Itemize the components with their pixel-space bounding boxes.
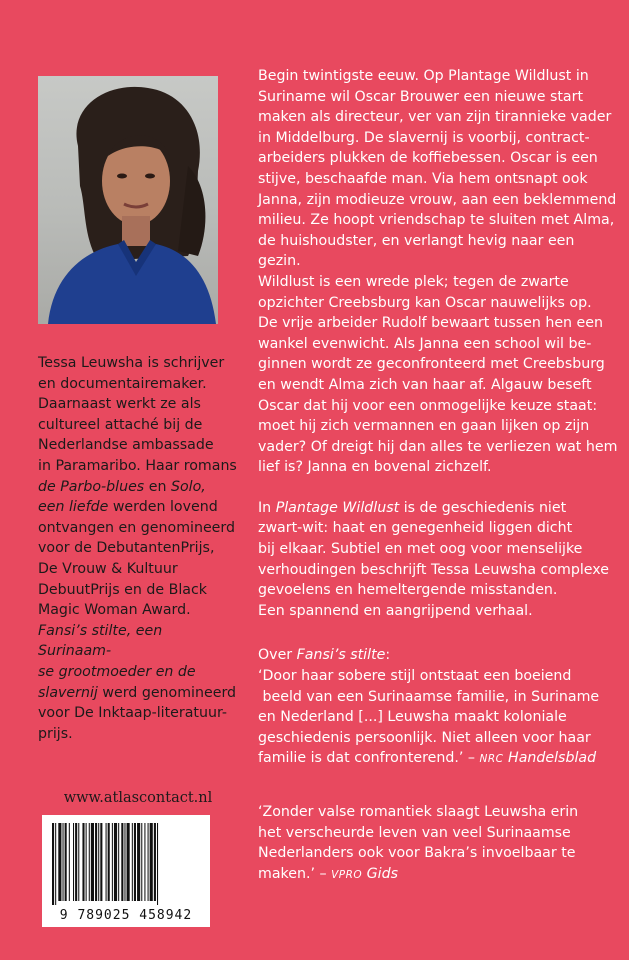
barcode-bar xyxy=(69,823,70,901)
barcode-bar xyxy=(144,823,145,901)
book-title-fansi-cont: se grootmoeder en de xyxy=(38,663,196,680)
bio-line: Tessa Leuwsha is schrijver xyxy=(38,355,225,371)
bio-line: DebuutPrijs en de Black xyxy=(38,581,207,598)
bio-line: voor de DebutantenPrijs, xyxy=(38,540,215,557)
barcode-bar xyxy=(118,823,119,901)
review-source: VPRO Gids xyxy=(331,865,398,882)
barcode-bar xyxy=(89,823,90,901)
barcode-bars xyxy=(42,815,210,907)
barcode-bar xyxy=(91,823,94,901)
barcode-bar xyxy=(141,823,142,901)
barcode-bar xyxy=(148,823,149,901)
bio-line xyxy=(38,662,238,683)
bio-line: en documentairemaker. xyxy=(38,375,207,392)
bio-line: ontvangen en genomineerd xyxy=(38,519,235,536)
bio-line xyxy=(38,621,238,662)
bio-line: Magic Woman Award. xyxy=(38,602,191,619)
author-photo xyxy=(38,76,218,324)
review-quote-1: Over Fansi’s stilte: ‘Door haar sobere stijl ontstaat een boeiend beeld van een Surinaamse familie, in Suriname en Nederland [...] Leuwsha maakt koloniale geschiedenis persoonlijk. Niet alleen voor haar familie is dat confronterend.’ – NRC Handelsblad xyxy=(258,647,600,767)
author-bio xyxy=(38,353,238,744)
bio-line: in Paramaribo. Haar romans xyxy=(38,457,237,474)
barcode-bar xyxy=(121,823,123,901)
book-title-solo: Solo, xyxy=(170,478,206,495)
theme-paragraph: In Plantage Wildlust is de geschiedenis niet zwart-wit: haat en genegenheid liggen dicht bij elkaar. Subtiel en met oog voor menselijke verhoudingen beschrijft Tessa Leuwsha complexe gevoelens en hemeltergende misstanden. Een spannend en aangrijpend verhaal. xyxy=(258,499,609,619)
barcode-bar xyxy=(82,823,84,901)
barcode-bar xyxy=(58,823,61,901)
barcode-bar xyxy=(106,823,107,901)
book-title-fansi-end: slavernij xyxy=(38,684,98,701)
book-title: Plantage Wildlust xyxy=(275,499,400,516)
blurb xyxy=(258,66,618,885)
barcode-bar xyxy=(150,823,153,901)
barcode-bar xyxy=(100,823,102,901)
isbn-barcode xyxy=(42,815,210,927)
barcode-bar xyxy=(73,823,74,901)
barcode-bar xyxy=(114,823,117,901)
publisher-website: www.atlascontact.nl xyxy=(63,790,213,806)
bio-line: Daarnaast werkt ze als xyxy=(38,396,201,413)
review-source: NRC Handelsblad xyxy=(479,750,597,767)
barcode-bar xyxy=(108,823,110,901)
barcode-bar xyxy=(52,823,54,905)
book-title-parbo-blues: de Parbo-blues xyxy=(38,478,145,495)
barcode-bar xyxy=(137,823,140,901)
bio-line: Nederlandse ambassade xyxy=(38,437,214,454)
barcode-bar xyxy=(75,823,77,901)
barcode-bar xyxy=(112,823,113,901)
barcode-bar xyxy=(154,823,156,901)
bio-line: slavernij werd genomineerd xyxy=(38,684,237,701)
bio-line: een liefde werden lovend xyxy=(38,499,218,516)
barcode-bar xyxy=(98,823,99,901)
isbn-number: 9 789025 458942 xyxy=(59,908,193,923)
barcode-bar xyxy=(78,823,79,901)
barcode-bar xyxy=(55,823,56,905)
barcode-bar xyxy=(95,823,97,901)
barcode-bar xyxy=(65,823,67,901)
bio-line: cultureel attaché bij de xyxy=(38,416,203,433)
review-quote-2: ‘Zonder valse romantiek slaagt Leuwsha erin het verscheurde leven van veel Surinaamse Nederlanders ook voor Bakra’s invoelbaar te maken.’ – VPRO Gids xyxy=(258,804,579,882)
book-title-solo-cont: een liefde xyxy=(38,499,109,516)
barcode-bar xyxy=(132,823,133,901)
bio-line: voor De Inktaap-literatuur- xyxy=(38,705,228,722)
barcode-bar xyxy=(127,823,130,901)
bio-line: De Vrouw & Kultuur xyxy=(38,560,178,577)
barcode-bar xyxy=(134,823,136,901)
conjunction: en xyxy=(144,478,171,495)
barcode-bar xyxy=(124,823,125,901)
book-title-fansi: Fansi’s stilte, een Surinaam- xyxy=(38,622,163,660)
barcode-bar xyxy=(157,823,158,905)
barcode-bar xyxy=(86,823,87,901)
bio-line: prijs. xyxy=(38,725,73,742)
synopsis-paragraph: Begin twintigste eeuw. Op Plantage Wildlust in Suriname wil Oscar Brouwer een nieuwe start maken als directeur, ver van zijn tirannieke vader in Middelburg. De slavernij is voorbij, contract- arbeiders plukken de koffiebessen. Oscar is een stijve, beschaafde man. Via hem ontsnapt ook Janna, zijn modieuze vrouw, aan een beklemmend milieu. Ze hoopt vriendschap te sluiten met Alma, de huishoudster, en verlangt hevig naar een gezin. Wildlust is een wrede plek; tegen de zwarte opzichter Creebsburg kan Oscar nauwelijks op. De vrije arbeider Rudolf bewaart tussen hen een wankel evenwicht. Als Janna een school wil be- ginnen wordt ze geconfronteerd met Creebsburg en wendt Alma zich van haar af. Algauw beseft Oscar dat hij voor een onmogelijke keuze staat: moet hij zich vermannen en gaan lijken op zijn vader? Of dreigt hij dan alles te verliezen wat hem lief is? Janna en bovenal zichzelf. xyxy=(258,68,618,476)
bio-line xyxy=(38,477,238,498)
barcode-bar xyxy=(63,823,64,901)
